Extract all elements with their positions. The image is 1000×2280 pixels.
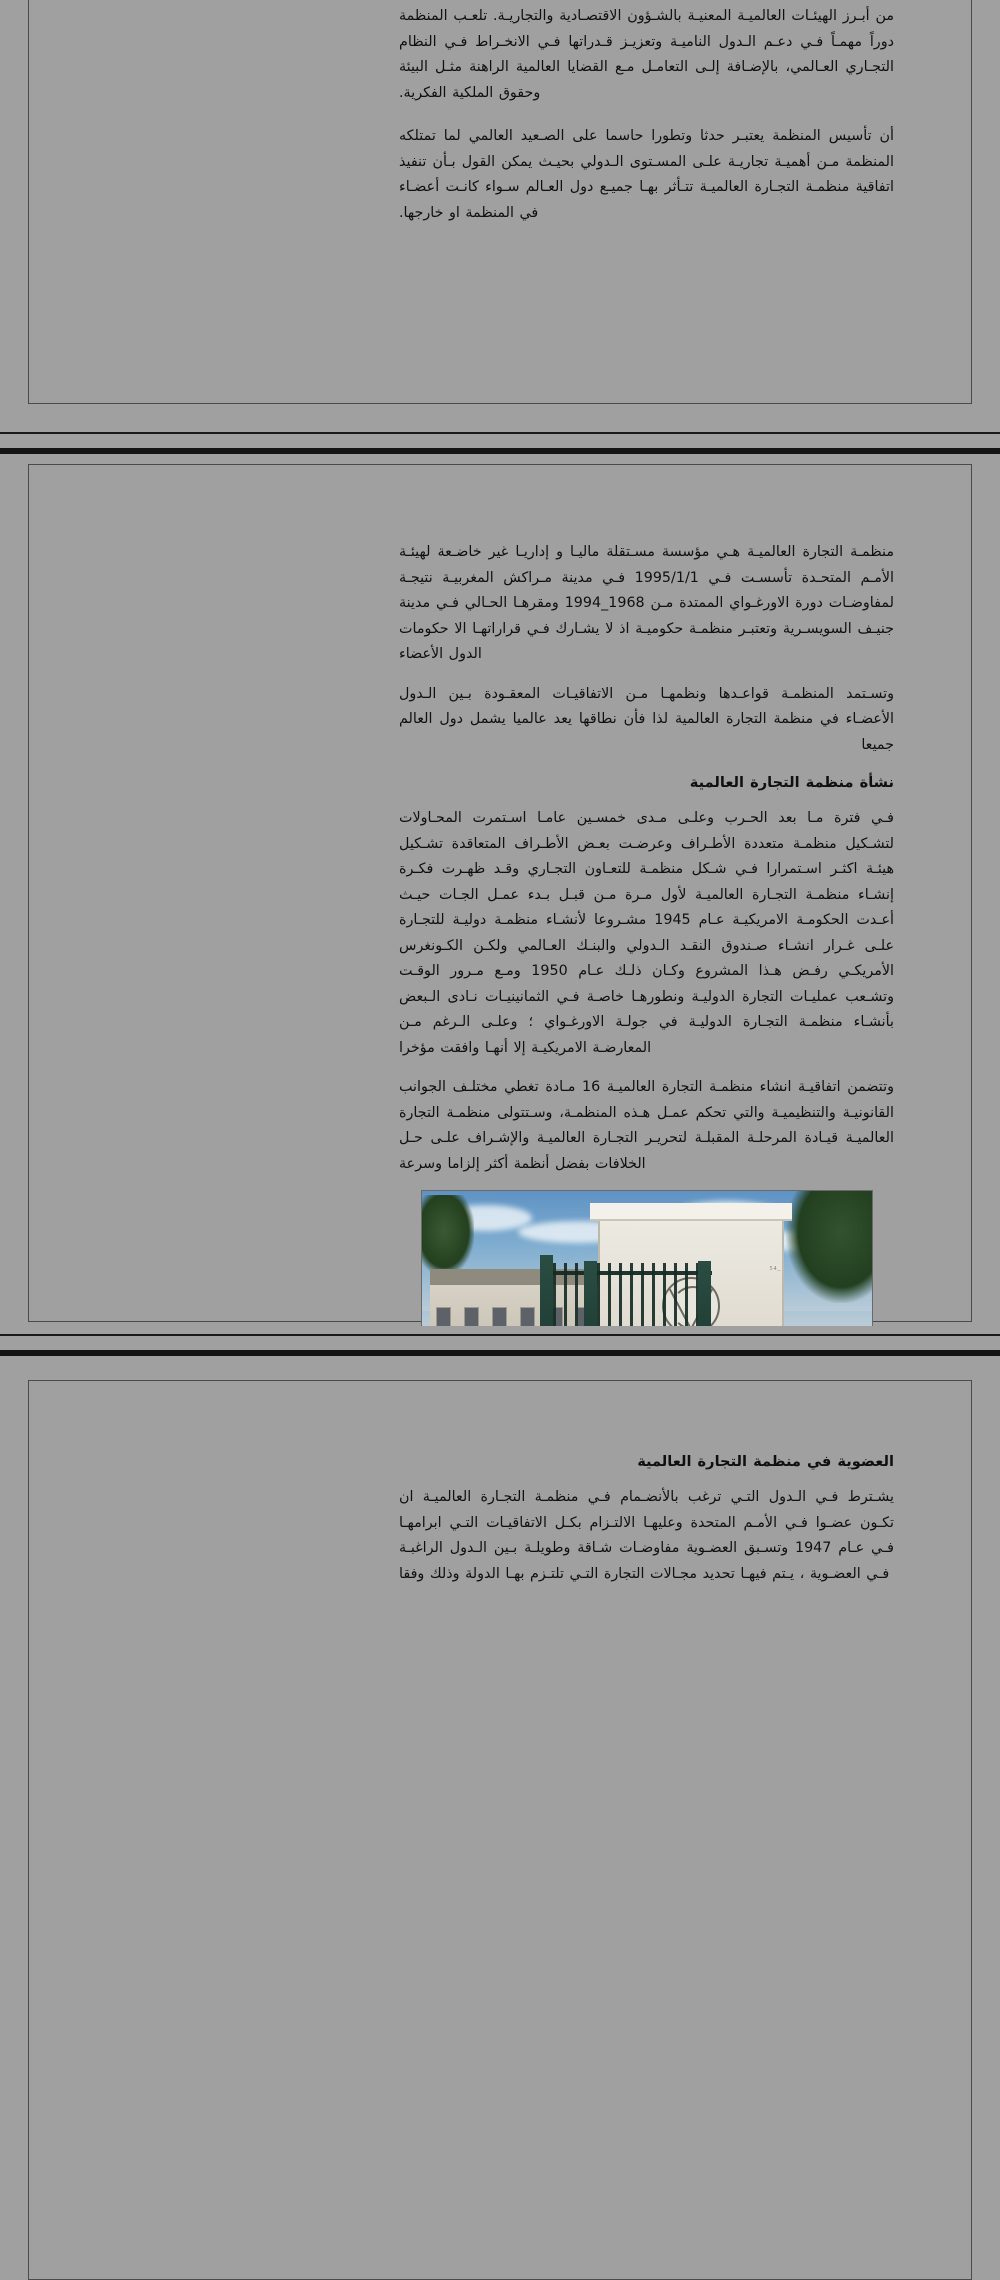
separator-line-thin <box>0 1334 1000 1336</box>
paragraph: منظمـة التجارة العالميـة هـي مؤسسة مسـتقلة ماليـا و إداريـا غير خاضـعة لهيئـة الأمـم المتحـدة تأسسـت فـي 1995/1/1 فـي مدينة مـراكش المغربيـة نتيجـة لمفاوضـات دورة الاورغـواي الممتدة مـن 1968_1994 ومقرهـا الحـالي فـي مدينة جنيـف السويسـرية وتعتبـر منظمـة حكوميـة اذ لا يشـارك فـي قراراتهـا الا حكومات الدول الأعضاء <box>399 544 894 662</box>
page-1-text-column <box>399 4 894 239</box>
page-separator-2 <box>0 1326 1000 1374</box>
window <box>520 1307 535 1327</box>
paragraph: من أبـرز الهيئـات العالميـة المعنيـة بالشـؤون الاقتصـادية والتجاريـة. تلعـب المنظمة دوراً مهمـاً فـي دعـم الـدول الناميـة وتعزيـز قـدراتها فـي الانخـراط فـي النظام التجـاري العـالمي، بالإضـافة إلـى التعامـل مـع القضايا العالمية الراهنة مثـل البيئة وحقوق الملكية الفكرية. <box>399 8 894 101</box>
section-heading-membership: العضوية في منظمة التجارة العالمية <box>637 1453 894 1470</box>
page-2-text-column <box>399 540 894 1456</box>
window <box>492 1307 507 1327</box>
window <box>436 1307 451 1327</box>
paragraph: وتسـتمد المنظمـة قواعـدها ونظمهـا مـن الاتفاقيـات المعقـودة بـين الـدول الأعضـاء في منظمة التجارة العالمية لذا فأن نطاقها يعد عالميا يشمل دول العالم جميعا <box>399 685 894 753</box>
monument-inscription-number: _54 <box>769 1266 782 1272</box>
separator-line-thin <box>0 432 1000 434</box>
paragraph: أن تأسيس المنظمة يعتبـر حدثا وتطورا حاسما على الصـعيد العالمي لما تمتلكه المنظمة مـن أهميـة تجاريـة علـى المسـتوى الـدولي بحيـث يمكن القول بـأن تنفيذ اتفاقية منظمـة التجـارة العالميـة تتـأثر بهـا جميـع دول العـالم سـواء كانـت أعضـاء في المنظمة او خارجها. <box>399 128 894 221</box>
tree-foliage-right <box>786 1190 873 1303</box>
separator-line-thick <box>0 448 1000 454</box>
section-heading-origins: نشأة منظمة التجارة العالمية <box>689 774 894 791</box>
document-page-2 <box>0 462 1000 1326</box>
document-page-3 <box>0 1374 1000 2222</box>
page-separator-1 <box>0 404 1000 462</box>
tree-foliage-left <box>421 1195 474 1275</box>
separator-line-thick <box>0 1350 1000 1356</box>
page-3-text-column <box>399 1446 894 1600</box>
paragraph: فـي فترة مـا بعد الحـرب وعلـى مـدى خمسـين عامـا اسـتمرت المحـاولات لتشـكيل منظمـة متعددة الأطـراف وعرضـت بعـض الأطـراف المتعاقدة تشـكيل هيئـة اكثـر اسـتمرارا فـي شـكل منظمـة للتعـاون التجـاري وقـد ظهـرت فكـرة إنشـاء منظمـة التجـارة العالميـة لأول مـرة مـن قبـل بـدء عمـل الجـات حيـث أعـدت الحكومـة الامريكيـة عـام 1945 مشـروعا لأنشـاء منظمـة دوليـة للتجـارة علـى غـرار انشـاء صـندوق النقـد الـدولي والبنـك العـالمي ولكـن الكـونغرس الأمريكـي رفـض هـذا المشروع وكـان ذلـك عـام 1950 ومـع مـرور الوقـت وتشـعب عمليـات التجارة الدوليـة ونطورهـا خاصـة فـي الثمانينيـات نـادى الـبعض بأنشـاء منظمـة التجـارة الدوليـة في جولـة الاورغـواي ؛ وعلـى الـرغم مـن المعارضـة الامريكيـة إلا أنهـا وافقت مؤخرا <box>399 810 895 1056</box>
fence-rail <box>542 1271 712 1275</box>
document-page-1 <box>0 0 1000 404</box>
paragraph: وتتضمن اتفاقيـة انشاء منظمـة التجارة العالميـة 16 مـادة تغطي مختلـف الجوانب القانونيـة والتنظيميـة والتي تحكم عمـل هـذه المنظمـة، وسـتتولى منظمـة التجارة العالميـة قيـادة المرحلـة المقبلـة لتحريـر التجـارة العالميـة والإشـراف علـى حـل الخلافات بفضل أنظمة أكثر إلزاما وسرعة <box>399 1079 894 1172</box>
window <box>464 1307 479 1327</box>
monument-cornice <box>590 1203 792 1221</box>
paragraph: يشـترط فـي الـدول التـي ترغب بالأنضـمام فـي منظمـة التجـارة العالميـة ان تكـون عضـوا فـي الأمـم المتحدة وعليهـا الالتـزام بكـل الاتفاقيـات التـي ابرامهـا فـي عـام 1947 وتسـبق العضـوية مفاوضـات شـاقة وطويلـة بـين الـدول الراغبـة فـي العضـوية ، يـتم فيهـا تحديد مجـالات التجارة التـي تلتـزم بهـا الدولة وذلك وفقا <box>399 1489 894 1582</box>
